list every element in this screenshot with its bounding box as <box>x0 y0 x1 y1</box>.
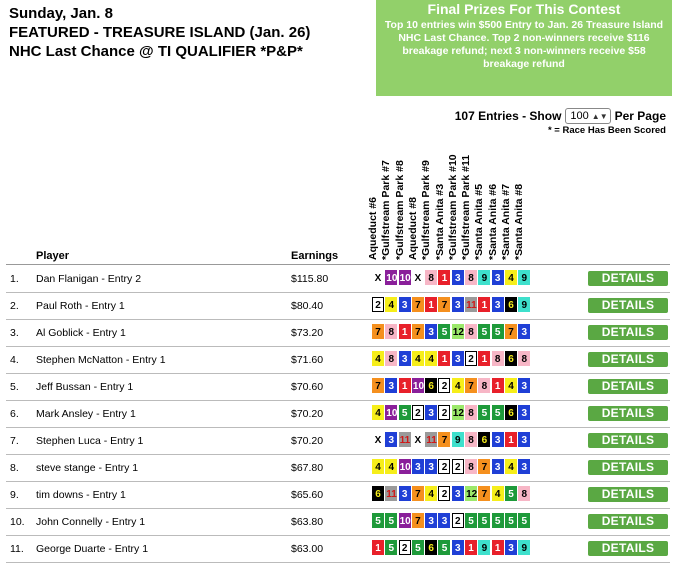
pick-cells <box>372 540 532 555</box>
pick-cell: 5 <box>492 513 504 528</box>
pick-cells <box>372 324 532 339</box>
race-header: *Santa Anita #8 <box>513 183 526 260</box>
pick-cell: 9 <box>452 432 464 447</box>
pick-cell: 5 <box>385 540 397 555</box>
pick-cell: 4 <box>412 351 424 366</box>
race-header: Aqueduct #6 <box>367 196 379 260</box>
pick-cell: 3 <box>452 297 464 312</box>
table-row <box>6 400 670 428</box>
player-name: Stephen Luca - Entry 1 <box>36 435 144 447</box>
pick-cell: 8 <box>465 459 477 474</box>
pick-cell: 7 <box>372 324 384 339</box>
row-rank: 9. <box>10 489 19 501</box>
pick-cell: 6 <box>505 351 517 366</box>
pick-cell: 5 <box>518 513 530 528</box>
pick-cell: 8 <box>465 270 477 285</box>
player-earnings: $73.20 <box>291 327 324 339</box>
pick-cell: 2 <box>438 486 450 501</box>
pick-cell: 3 <box>518 459 530 474</box>
pick-cell: 1 <box>492 378 504 393</box>
pick-cells <box>372 351 532 366</box>
pick-cell: 6 <box>425 540 437 555</box>
pick-cell: 6 <box>372 486 384 501</box>
per-page-value: 100 <box>570 110 589 122</box>
pick-cell: 3 <box>425 459 437 474</box>
race-header: *Santa Anita #5 <box>473 183 486 260</box>
prizes-description: Top 10 entries win $500 Entry to Jan. 26 Treasure Island NHC Last Chance. Top 2 non-winners receive $116 breakage refund; next 3 non-winners receive $58 breakage refund <box>384 19 664 70</box>
pick-cell: 5 <box>478 324 490 339</box>
row-rank: 6. <box>10 408 19 420</box>
pick-cell: 5 <box>492 324 504 339</box>
pick-cell: 6 <box>425 378 437 393</box>
pick-cell: 7 <box>412 486 424 501</box>
pick-cell: 3 <box>518 378 530 393</box>
pick-cell: 4 <box>452 378 464 393</box>
pick-cell: 7 <box>478 459 490 474</box>
player-column-header: Player <box>36 250 70 262</box>
pick-cell: 3 <box>518 405 530 420</box>
player-earnings: $63.00 <box>291 543 324 555</box>
details-button[interactable]: DETAILS <box>588 406 668 421</box>
player-earnings: $67.80 <box>291 462 324 474</box>
pick-cell: 4 <box>372 459 384 474</box>
pick-cell: 7 <box>412 297 424 312</box>
pick-cell: 8 <box>518 351 530 366</box>
pick-cell: 5 <box>492 405 504 420</box>
pick-cell: 5 <box>505 486 517 501</box>
pick-cell: 8 <box>425 270 437 285</box>
pick-cell: 8 <box>492 351 504 366</box>
pick-cell: 1 <box>372 540 384 555</box>
pick-cell: 3 <box>505 540 517 555</box>
row-rank: 11. <box>10 543 24 555</box>
row-rank: 4. <box>10 354 19 366</box>
per-page-label: Per Page <box>614 109 666 123</box>
player-name: Mark Ansley - Entry 1 <box>36 408 136 420</box>
pick-cell: 3 <box>492 432 504 447</box>
pick-cell: 7 <box>412 513 424 528</box>
table-row <box>6 373 670 401</box>
table-row <box>6 454 670 482</box>
details-button[interactable]: DETAILS <box>588 325 668 340</box>
details-button[interactable]: DETAILS <box>588 379 668 394</box>
player-name: John Connelly - Entry 1 <box>36 516 146 528</box>
row-rank: 3. <box>10 327 19 339</box>
pick-cell: 10 <box>399 459 411 474</box>
row-rank: 8. <box>10 462 19 474</box>
per-page-select[interactable] <box>565 108 610 124</box>
race-header: Aqueduct #8 <box>406 196 419 260</box>
contest-header <box>9 4 310 61</box>
pick-cell: 6 <box>478 432 490 447</box>
pick-cell: 7 <box>478 486 490 501</box>
pick-cell: 3 <box>452 270 464 285</box>
row-rank: 10. <box>10 516 25 528</box>
pick-cell: 4 <box>505 378 517 393</box>
pick-cell: 8 <box>518 486 530 501</box>
table-row <box>6 292 670 320</box>
pick-cell: 10 <box>399 513 411 528</box>
details-button[interactable]: DETAILS <box>588 298 668 313</box>
pick-cell: 12 <box>452 405 464 420</box>
pick-cell: 3 <box>492 270 504 285</box>
table-row <box>6 346 670 374</box>
pick-cell: 1 <box>492 540 504 555</box>
pick-cell: 5 <box>412 540 424 555</box>
pick-cell: 2 <box>452 513 464 528</box>
details-button[interactable]: DETAILS <box>588 271 668 286</box>
details-button[interactable]: DETAILS <box>588 433 668 448</box>
pick-cell: 3 <box>452 486 464 501</box>
pick-cell: 11 <box>425 432 437 447</box>
contest-name: NHC Last Chance @ TI QUALIFIER *P&P* <box>9 43 303 60</box>
race-header: *Gulfstream Park #10 <box>446 154 459 260</box>
pick-cell: 4 <box>425 351 437 366</box>
pick-cell: 4 <box>385 297 397 312</box>
player-name: George Duarte - Entry 1 <box>36 543 149 555</box>
player-earnings: $71.60 <box>291 354 324 366</box>
details-button[interactable]: DETAILS <box>588 460 668 475</box>
details-button[interactable]: DETAILS <box>588 352 668 367</box>
pick-cell: 1 <box>478 297 490 312</box>
table-row <box>6 535 670 563</box>
pick-cell: 5 <box>385 513 397 528</box>
pick-cell: 1 <box>505 432 517 447</box>
pick-cell: 4 <box>425 486 437 501</box>
entries-control <box>455 108 666 124</box>
pick-cell: 9 <box>478 270 490 285</box>
race-header: *Gulfstream Park #8 <box>393 160 406 260</box>
prizes-box <box>376 0 672 96</box>
player-name: Jeff Bussan - Entry 1 <box>36 381 134 393</box>
pick-cell: 3 <box>425 405 437 420</box>
player-name: Stephen McNatton - Entry 1 <box>36 354 166 366</box>
pick-cell: 2 <box>452 459 464 474</box>
player-earnings: $63.80 <box>291 516 324 528</box>
pick-cell: 11 <box>465 297 477 312</box>
pick-cell: 11 <box>399 432 411 447</box>
pick-cell: 3 <box>425 513 437 528</box>
row-rank: 7. <box>10 435 19 447</box>
pick-cell: 3 <box>492 459 504 474</box>
pick-cell: 9 <box>518 540 530 555</box>
pick-cell: 3 <box>399 351 411 366</box>
pick-cell: 7 <box>438 432 450 447</box>
player-earnings: $70.60 <box>291 381 324 393</box>
pick-cell: 9 <box>518 297 530 312</box>
details-button[interactable]: DETAILS <box>588 541 668 556</box>
pick-cell: 2 <box>399 540 411 555</box>
details-button[interactable]: DETAILS <box>588 487 668 502</box>
player-name: steve stange - Entry 1 <box>36 462 139 474</box>
select-arrows-icon: ▲▼ <box>591 111 608 121</box>
pick-cells <box>372 378 532 393</box>
pick-cell: 3 <box>399 486 411 501</box>
pick-cell: 3 <box>438 513 450 528</box>
pick-cell: 5 <box>372 513 384 528</box>
pick-cell: 5 <box>399 405 411 420</box>
race-header: *Santa Anita #7 <box>500 183 512 260</box>
pick-cells <box>372 432 532 447</box>
pick-cells <box>372 297 532 312</box>
player-earnings: $65.60 <box>291 489 324 501</box>
pick-cell: 2 <box>465 351 477 366</box>
pick-cell: 9 <box>518 270 530 285</box>
pick-cell: 10 <box>385 270 397 285</box>
pick-cell: 5 <box>438 324 450 339</box>
pick-cell: 4 <box>385 459 397 474</box>
pick-cell: 1 <box>438 351 450 366</box>
prizes-title: Final Prizes For This Contest <box>427 1 621 17</box>
pick-cell: 7 <box>412 324 424 339</box>
table-row <box>6 427 670 455</box>
pick-cell: 8 <box>465 324 477 339</box>
table-row <box>6 319 670 347</box>
pick-cell: 5 <box>505 513 517 528</box>
race-header: *Gulfstream Park #9 <box>420 160 433 260</box>
pick-cell: 1 <box>425 297 437 312</box>
pick-cell: 1 <box>399 324 411 339</box>
pick-cell: 3 <box>412 459 424 474</box>
pick-cell: 10 <box>412 378 424 393</box>
player-name: Dan Flanigan - Entry 2 <box>36 273 142 285</box>
pick-cell: 5 <box>478 405 490 420</box>
pick-cells <box>372 486 532 501</box>
table-row <box>6 265 670 293</box>
pick-cell: 12 <box>465 486 477 501</box>
pick-cell: 4 <box>372 351 384 366</box>
pick-cell: 3 <box>425 324 437 339</box>
scored-note: * = Race Has Been Scored <box>547 125 666 136</box>
race-header: *Santa Anita #6 <box>486 183 499 260</box>
race-header: *Gulfstream Park #7 <box>380 160 393 260</box>
pick-cell: 8 <box>385 324 397 339</box>
pick-cell: 10 <box>399 270 411 285</box>
table-row <box>6 508 670 536</box>
player-earnings: $70.20 <box>291 408 324 420</box>
pick-cell: 2 <box>412 405 424 420</box>
pick-cell: 1 <box>478 351 490 366</box>
player-earnings: $70.20 <box>291 435 324 447</box>
pick-cell: 12 <box>452 324 464 339</box>
pick-cell: 5 <box>478 513 490 528</box>
pick-cell: 2 <box>372 297 384 312</box>
contest-date: Sunday, Jan. 8 <box>9 5 113 22</box>
pick-cells <box>372 513 532 528</box>
pick-cell: 9 <box>478 540 490 555</box>
row-rank: 1. <box>10 273 19 285</box>
pick-cells <box>372 459 532 474</box>
pick-cell: 3 <box>385 378 397 393</box>
pick-cell: 3 <box>518 432 530 447</box>
pick-cell: 7 <box>505 324 517 339</box>
pick-cell: 8 <box>385 351 397 366</box>
pick-cell: 2 <box>438 405 450 420</box>
pick-cell: 4 <box>372 405 384 420</box>
player-earnings: $115.80 <box>291 273 329 285</box>
race-header: *Gulfstream Park #11 <box>460 154 473 260</box>
pick-cell: 6 <box>505 297 517 312</box>
pick-cell: 10 <box>385 405 397 420</box>
pick-cell: 4 <box>505 270 517 285</box>
pick-cell: 3 <box>492 297 504 312</box>
pick-cell: 5 <box>465 513 477 528</box>
row-rank: 2. <box>10 300 19 312</box>
earnings-column-header: Earnings <box>291 250 339 262</box>
player-name: Al Goblick - Entry 1 <box>36 327 126 339</box>
pick-cell: 1 <box>399 378 411 393</box>
pick-cell: 2 <box>438 459 450 474</box>
pick-cell: X <box>372 270 384 285</box>
pick-cell: 1 <box>438 270 450 285</box>
contest-featured-title: FEATURED - TREASURE ISLAND (Jan. 26) <box>9 24 311 41</box>
pick-cell: 2 <box>438 378 450 393</box>
race-header: *Santa Anita #3 <box>433 183 446 260</box>
pick-cell: 5 <box>438 540 450 555</box>
pick-cell: 8 <box>465 405 477 420</box>
pick-cell: 3 <box>452 540 464 555</box>
player-earnings: $80.40 <box>291 300 324 312</box>
pick-cell: 3 <box>518 324 530 339</box>
row-rank: 5. <box>10 381 19 393</box>
pick-cell: 3 <box>452 351 464 366</box>
player-name: Paul Roth - Entry 1 <box>36 300 125 312</box>
pick-cell: 4 <box>492 486 504 501</box>
pick-cell: 6 <box>505 405 517 420</box>
pick-cell: 7 <box>372 378 384 393</box>
pick-cell: 7 <box>438 297 450 312</box>
pick-cells <box>372 270 532 285</box>
pick-cell: 1 <box>465 540 477 555</box>
table-row <box>6 481 670 509</box>
pick-cell: 8 <box>478 378 490 393</box>
pick-cell: 11 <box>385 486 397 501</box>
entries-label: 107 Entries - Show <box>454 109 562 123</box>
pick-cell: 3 <box>385 432 397 447</box>
pick-cell: X <box>372 432 384 447</box>
pick-cell: 4 <box>505 459 517 474</box>
pick-cell: 3 <box>399 297 411 312</box>
pick-cell: 7 <box>465 378 477 393</box>
pick-cell: X <box>412 432 424 447</box>
pick-cell: X <box>412 270 424 285</box>
pick-cells <box>372 405 532 420</box>
pick-cell: 8 <box>465 432 477 447</box>
details-button[interactable]: DETAILS <box>588 514 668 529</box>
player-name: tim downs - Entry 1 <box>36 489 126 501</box>
